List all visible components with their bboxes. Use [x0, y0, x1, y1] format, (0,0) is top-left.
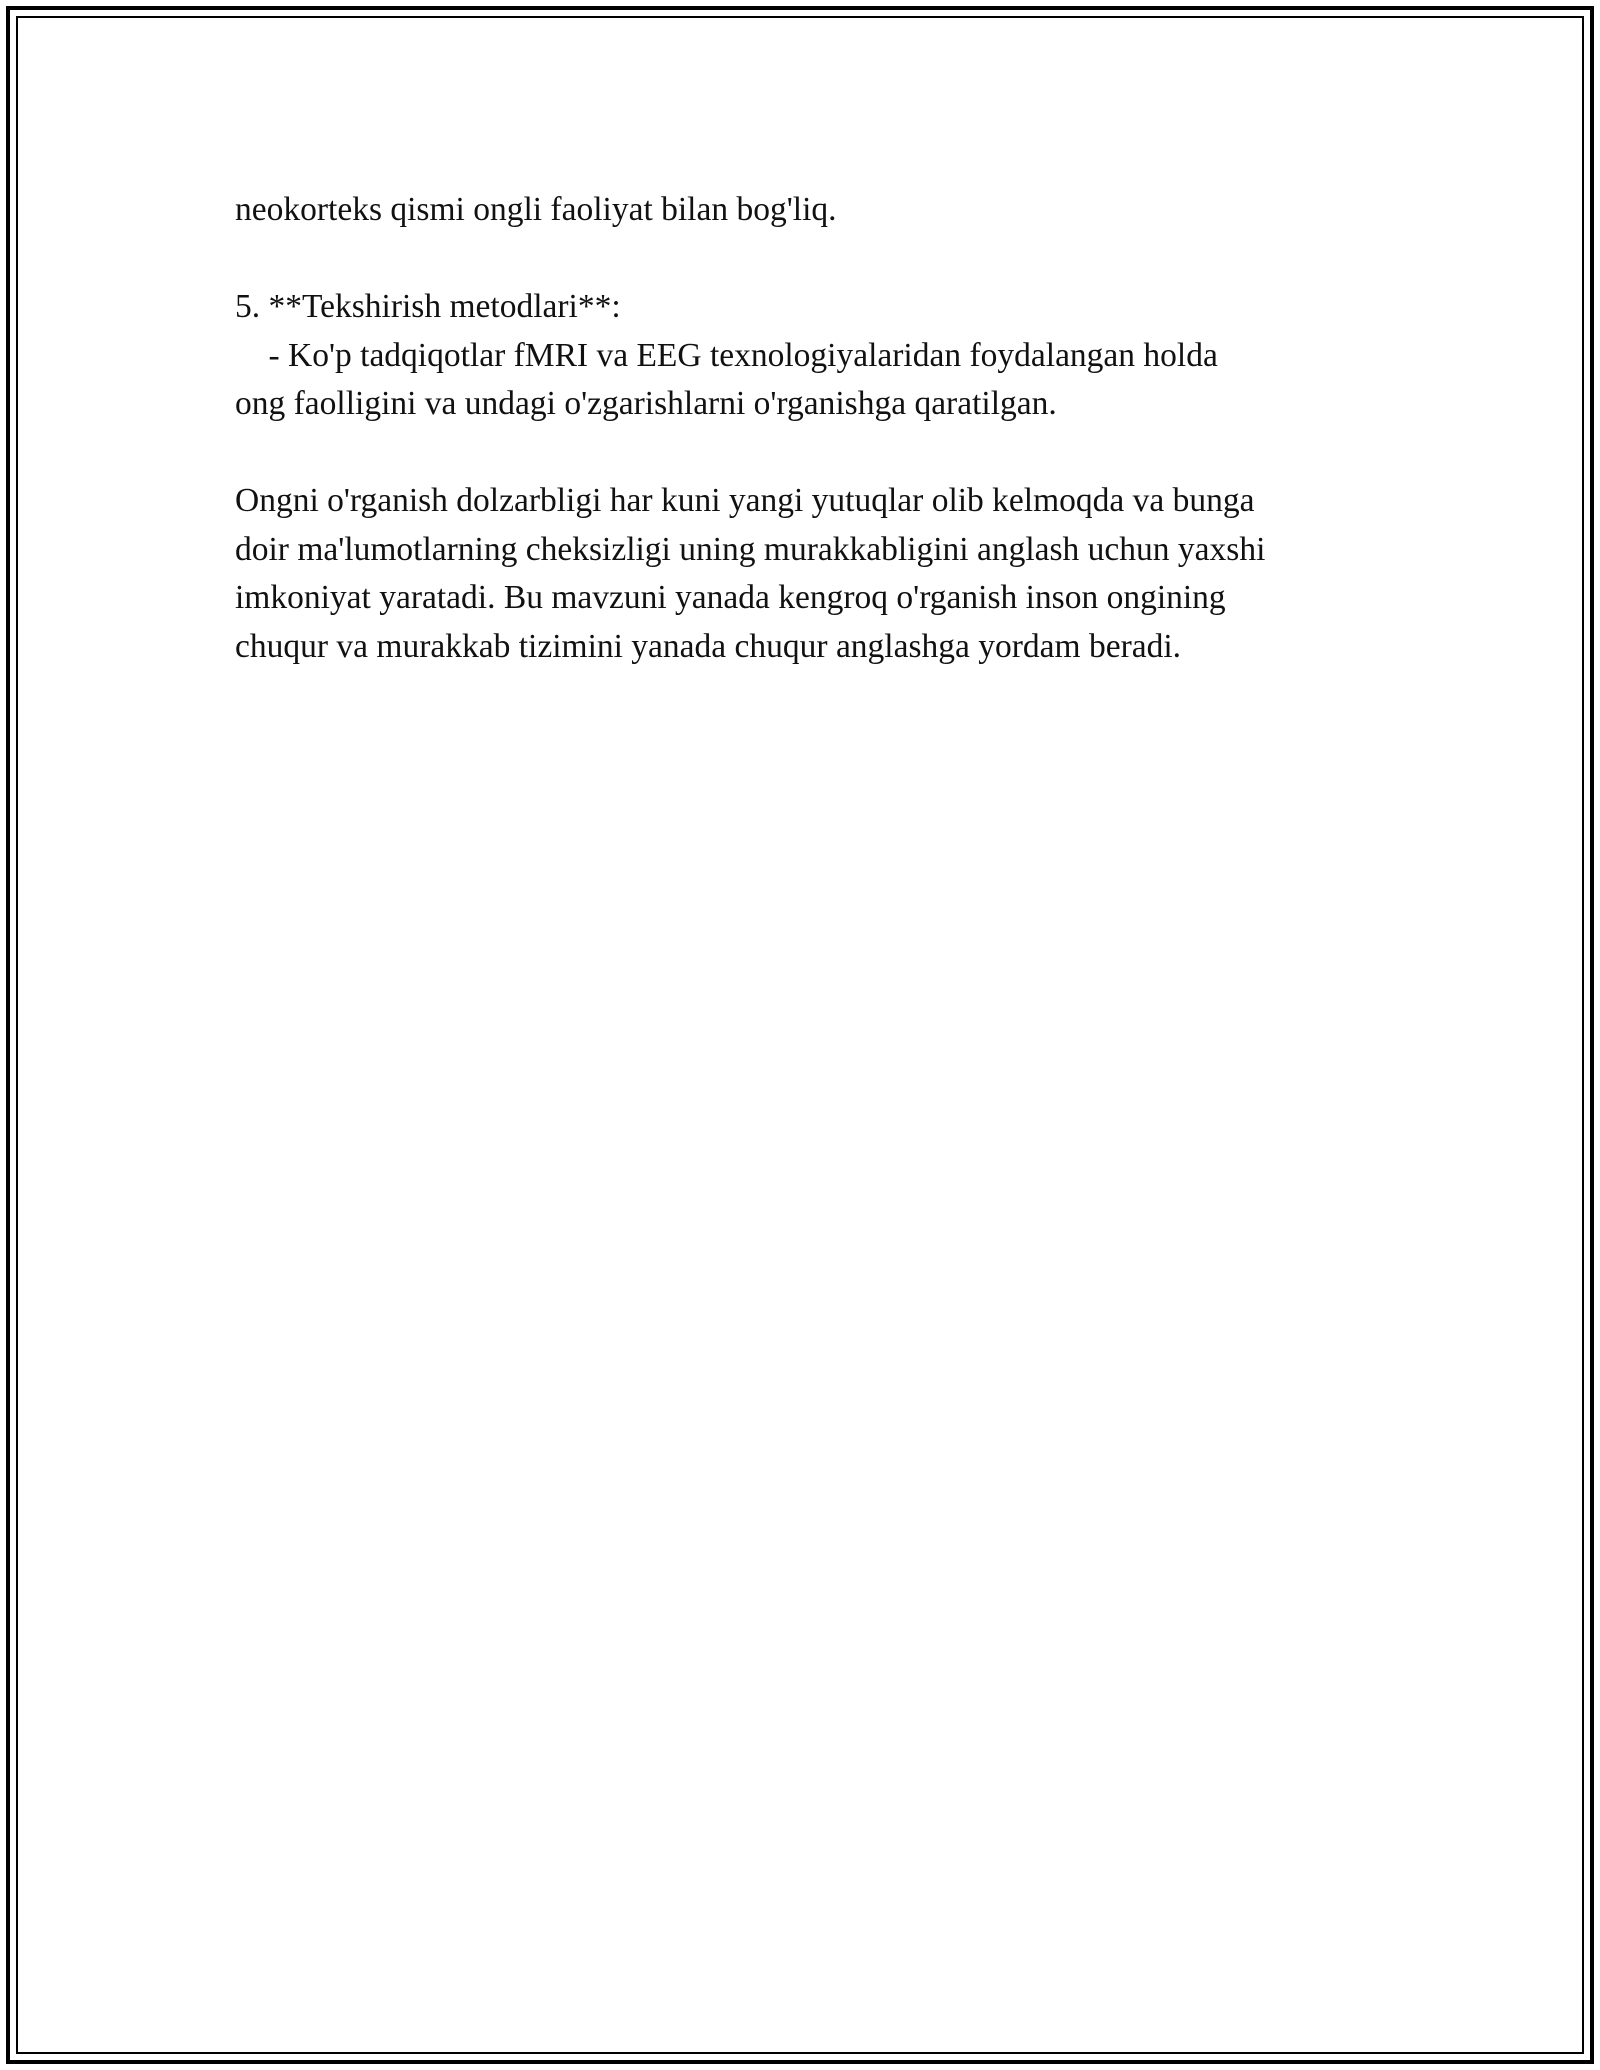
paragraph-gap	[235, 235, 1415, 284]
conclusion-line-4: chuqur va murakkab tizimini yanada chuqur anglashga yordam beradi.	[235, 627, 1182, 665]
section-heading: 5. **Tekshirish metodlari**:	[235, 288, 621, 325]
bullet-line-2: ong faolligini va undagi o'zgarishlarni o'rganishga qaratilgan.	[235, 385, 1057, 422]
bullet-line-1: - Ko'p tadqiqotlar fMRI va EEG texnologiyalaridan foydalangan holda	[235, 336, 1218, 374]
intro-line: neokorteks qismi ongli faoliyat bilan bog'liq.	[235, 191, 837, 228]
conclusion-line-1: Ongni o'rganish dolzarbligi har kuni yangi yutuqlar olib kelmoqda va bunga	[235, 482, 1255, 519]
conclusion-line-2: doir ma'lumotlarning cheksizligi uning murakkabligini anglash uchun yaxshi	[235, 530, 1266, 568]
conclusion-line-3: imkoniyat yaratadi. Bu mavzuni yanada kengroq o'rganish inson ongining	[235, 579, 1226, 616]
paragraph-gap	[235, 429, 1415, 478]
document-body	[235, 186, 1415, 671]
